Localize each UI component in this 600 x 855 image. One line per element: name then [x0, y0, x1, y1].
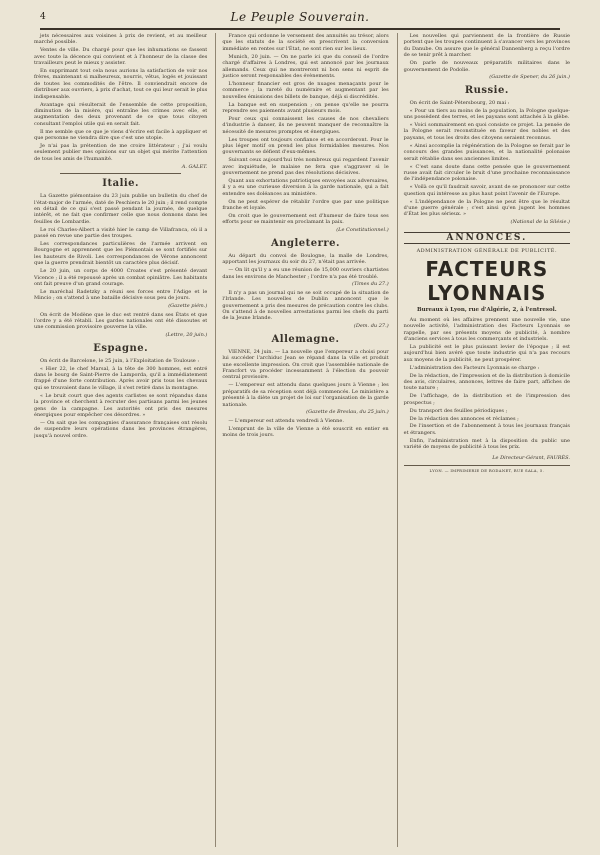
column-3: [397, 33, 570, 847]
paragraph: — L'empereur est attendu vendredi à Vienne.: [228, 417, 344, 424]
source-credit: (National de la Silésie.): [510, 219, 570, 226]
paragraph: On ne peut espérer de rétablir l'ordre que par une politique franche et loyale.: [222, 198, 389, 212]
ad-paragraph: De l'affichage, de la distribution et de l'impression des prospectus ;: [403, 393, 570, 406]
paragraph: La Gazette piémontaise du 23 juin publie un bulletin du chef de l'état-major de l'armée, daté de Peschiera le 20 juin ; il rend compte en détail de ce qui s'est passé pendant la journée, de quelque intérêt, et ne fait que confirmer celle que nous donnons dans les feuilles de Lombardie.: [34, 193, 208, 225]
paragraph: « Voilà ce qu'il faudrait savoir, avant de se prononcer sur cette question qui intéresse au plus haut point l'avenir de l'Europe.: [403, 184, 570, 197]
paragraph: Suivant ceux aujourd'hui très nombreux qui regardent l'avenir avec inquiétude, le malaise ne fera que s'aggraver si le gouvernement ne prend pas des résolutions décisives.: [222, 157, 389, 177]
paragraph: Quant aux exhortations patriotiques envoyées aux adversaires, il y a eu une curieuse diversion à la garde nationale, qui a fait entendre ses doléances au ministère.: [222, 178, 389, 197]
paragraph: Munich, 20 juin. — On ne parle ici que du conseil de l'ordre chargé d'affaires à Londres, qui est annoncé par les journaux allemands. Ceux qui ne montreront ni bon sens ni esprit de justice seront responsables des évènements.: [222, 53, 389, 79]
paragraph: On écrit de Modène que le duc est rentré dans ses États et que l'ordre y a été rétabli. Les gardes nationales ont été dissoutes et une commission provisoire gouverne la ville.: [34, 311, 208, 331]
paragraph: Le 20 juin, un corps de 4000 Croates s'est présenté devant Vicence ; il a été repoussé après un combat opiniâtre. Les habitants ont fait preuve d'un grand courage.: [34, 268, 208, 287]
divider: [60, 173, 181, 174]
paragraph: — On lit qu'il y a eu une réunion de 15,000 ouvriers chartistes dans les environs de Manchester ; l'ordre n'a pas été troublé.: [222, 267, 389, 280]
paragraph: Au départ du convoi de Boulogne, la malle de Londres, apportant les journaux du soir du 27, n'était pas arrivée.: [222, 252, 389, 266]
paragraph: « L'indépendance de la Pologne ne peut être que le résultat d'une guerre générale ; c'est ainsi qu'en jugent les hommes d'État les plus sérieux. »: [403, 198, 570, 218]
annonces-banner: ANNONCES.: [404, 232, 570, 244]
paragraph: Avantage qui résulterait de l'ensemble de cette proposition, diminution de la misère, qui entraîne les crimes avec elle, et augmentation des deux provenant de ce que tous citoyen consultant l'emploi utile qui en serait fait.: [34, 101, 208, 127]
source-credit: (Gazette piém.): [168, 303, 208, 310]
paragraph: « Pour un tiers au moins de la population, la Pologne quelque-uns possèdent des terres, et les paysans sont attachés à la glèbe.: [403, 107, 570, 121]
ad-paragraph: La publicité est le plus puissant levier de l'époque ; il est aujourd'hui bien avéré que toute industrie qui n'a pas recours aux moyens de la publicité, ne peut prospérer.: [403, 344, 570, 363]
paragraph: Ventes de ville. Du chargé pour que les inhumations se fassent avec toute la décence qui convient et à l'honneur de la classe des travailleurs peut le mieux y assister.: [34, 47, 208, 67]
paragraph: On écrit de Barcelone, le 25 juin, à l'Exploitation de Toulouse :: [40, 357, 200, 364]
paragraph: Les nouvelles qui parviennent de la frontière de Russie portent que les troupes continuent à s'avancer vers les provinces du Danube. On assure que le général Dannenberg a reçu l'ordre de se tenir prêt à marcher.: [403, 33, 570, 59]
paragraph: France qui ordonne le versement des annuités au trésor, alors que les statuts de la société en prescrivent la conversion immédiate en rentes sur l'État, ne sont rien sur les lieux.: [222, 33, 389, 52]
paragraph: Il me semble que ce que je viens d'écrire est facile à appliquer et que personne ne viendra dire que c'est une utopie.: [34, 128, 208, 142]
paragraph: Les correspondances particulières de l'armée arrivent en Bourgogne et apprennent que les Piémontais se sont fortifiés sur les hauteurs de Rivoli. Les correspondances de Vérone annoncent que la guerre prendrait bientôt un caractère plus décisif.: [34, 240, 208, 267]
paragraph: On parle de nouveaux préparatifs militaires dans le gouvernement de Podolie.: [403, 60, 570, 73]
printer-imprint: LYON. — IMPRIMERIE DE RODANET, RUE SALA, 5.: [404, 465, 570, 474]
page-number: 4: [40, 12, 47, 22]
source-credit: (Le Constitutionnel.): [336, 227, 389, 234]
paragraph: VIENNE, 24 juin. — La nouvelle que l'empereur a choisi pour lui succéder l'archiduc Jean se répand dans la ville et produit une excellente impression. On croit que l'assemblée nationale de Francfort va procéder incessamment à l'élection du pouvoir central provisoire.: [222, 348, 389, 381]
ad-paragraph: Enfin, l'administration met à la disposition du public une variété de moyens de publicité à tous les prix.: [403, 437, 570, 451]
ad-admin-line: ADMINISTRATION GÉNÉRALE DE PUBLICITÉ.: [416, 248, 558, 255]
ad-title: FACTEURS LYONNAIS: [425, 257, 549, 306]
paragraph: jets nécessaires aux voisines à prix de revient, et au meilleur marché possible.: [34, 33, 208, 46]
ad-paragraph: De l'insertion et de l'abonnement à tous les journaux français et étrangers.: [403, 423, 570, 436]
paragraph: « Voici sommairement en quoi consiste ce projet. La pensée de la Pologne serait reconstituée en faveur des nobles et des paysans, et tous les droits des citoyens seraient reconnus.: [403, 122, 570, 141]
paragraph: Les troupes ont toujours confiance et en accorderont. Pour le plus léger motif on prend les plus formidables mesures. Nos gouvernants se défient d'eux-mêmes.: [222, 136, 389, 156]
paragraph: Il n'y a pas un journal qui ne se soit occupé de la situation de l'Irlande. Les nouvelles de Dublin annoncent que le gouvernement a pris des mesures de précaution contre les clubs. On s'attend à de nouvelles arrestations parmi les chefs du parti de la Jeune Irlande.: [222, 289, 389, 322]
source-credit: (Times du 27.): [352, 281, 389, 288]
paragraph: On écrit de Saint-Pétersbourg, 20 mai :: [409, 99, 510, 106]
section-heading-russie: Russie.: [464, 84, 509, 96]
column-1: [34, 33, 207, 847]
paragraph: « Le bruit court que des agents carlistes se sont répandus dans la province et cherchent à recruter des partisans parmi les jeunes gens de la campagne. Les autorités ont pris des mesures énergiques pour empêcher ces désordres. »: [34, 392, 208, 418]
newspaper-title: Le Peuple Souverain.: [230, 10, 370, 24]
section-heading-italie: Italie.: [102, 178, 140, 190]
section-heading-allemagne: Allemagne.: [271, 333, 340, 345]
signature: A. GALET.: [181, 163, 208, 170]
paragraph: — On sait que les compagnies d'assurance françaises ont résolu de suspendre leurs opérations dans les provinces étrangères, jusqu'à nouvel ordre.: [34, 419, 208, 439]
source-credit: (Gazette de Spener, du 26 juin.): [489, 74, 570, 81]
paragraph: « Hier 22, le chef Marsal, à la tête de 300 hommes, est entré dans le bourg de Saint-Pierre de Lamporda, qu'il a immédiatement frappé d'une forte contribution. Après avoir pris tous les chevaux qui se trouvaient dans le village, il s'est retiré dans la montagne.: [34, 365, 208, 391]
paragraph: « Ainsi accomplie la régénération de la Pologne se ferait par le concours des grandes puissances, et la nationalité polonaise serait rétablie dans ses anciennes limites.: [403, 142, 570, 162]
ad-paragraph: De la rédaction, de l'impression et de la distribution à domicile des avis, circulaires, annonces, lettres de faire part, affiches de toute nature ;: [403, 372, 570, 392]
paragraph: L'honneur financier est gros de nuages menaçants pour le commerce ; la rareté du numéraire et augmentant par les nouvelles émissions des billets de banque, déjà si discrédités.: [222, 80, 389, 100]
ad-paragraph: Du transport des feuilles périodiques ;: [409, 407, 508, 414]
ad-paragraph: L'administration des Facteurs Lyonnais se charge :: [409, 364, 540, 371]
column-2: [215, 33, 388, 847]
paragraph: On croit que le gouvernement est d'humeur de faire tous ses efforts pour se maintenir en proclamant la paix.: [222, 213, 389, 226]
paragraph: L'emprunt de la ville de Vienne a été souscrit en entier en moins de trois jours.: [222, 425, 389, 439]
source-credit: (Gazette de Breslau, du 25 juin.): [306, 409, 389, 416]
source-credit: (Lettre, 20 juin.): [165, 332, 208, 339]
ad-paragraph: Au moment où les affaires prennent une nouvelle vie, une nouvelle activité, l'administration des Facteurs Lyonnais se rappelle, par ses présents moyens de publicité, à nombre d'anciens services à tous les commerçants et industriels.: [403, 316, 570, 343]
columns: [34, 33, 570, 847]
paragraph: Le maréchal Radetzky a réuni ses forces entre l'Adige et le Mincio ; on s'attend à une bataille décisive sous peu de jours.: [34, 288, 208, 302]
ad-address: Bureaux à Lyon, rue d'Algérie, 2, à l'entresol.: [417, 307, 557, 314]
paragraph: « C'est sans doute dans cette pensée que le gouvernement russe avait fait circuler le bruit d'une prochaine reconnaissance de l'indépendance polonaise.: [403, 163, 570, 183]
paragraph: — L'empereur est attendu dans quelques jours à Vienne ; les préparatifs de sa réception sont déjà commencés. Le ministère a présenté à la diète un projet de loi sur l'organisation de la garde nationale.: [222, 382, 389, 408]
running-head: [40, 6, 560, 30]
paragraph: La banque est en suspension ; on pense qu'elle ne pourra reprendre ses paiements avant plusieurs mois.: [222, 101, 389, 114]
ad-paragraph: De la rédaction des annonces et réclames ;: [409, 415, 519, 422]
section-heading-espagne: Espagne.: [93, 342, 149, 354]
source-credit: (Dem. du 27.): [353, 323, 389, 330]
paragraph: Le roi Charles-Albert a visité hier le camp de Villafranca, où il a passé en revue une partie des troupes.: [34, 226, 208, 240]
paragraph: En supprimant tout cela nous aurions la satisfaction de voir nos frères, maintenant si malheureux, nourris, vêtus, logés et jouissant de toutes les commodités de l'être. Il conviendrait encore de distribuer aux ouvriers, à prix d'achat, tout ce qui leur serait le plus indispensable.: [34, 68, 208, 100]
paragraph: Je n'ai pas la prétention de me croire littérateur ; j'ai voulu seulement publier mes opinions sur un objet qui mérite l'attention de tous les amis de l'humanité.: [34, 143, 208, 162]
paragraph: Pour ceux qui connaissent les causes de nos chevaliers d'industrie à danser, ils ne peuvent manquer de reconnaître la nécessité de mesures promptes et énergiques.: [222, 115, 389, 135]
section-heading-angleterre: Angleterre.: [270, 237, 341, 249]
director-signature: Le Directeur-Gérant, FAURÈS.: [492, 454, 570, 461]
